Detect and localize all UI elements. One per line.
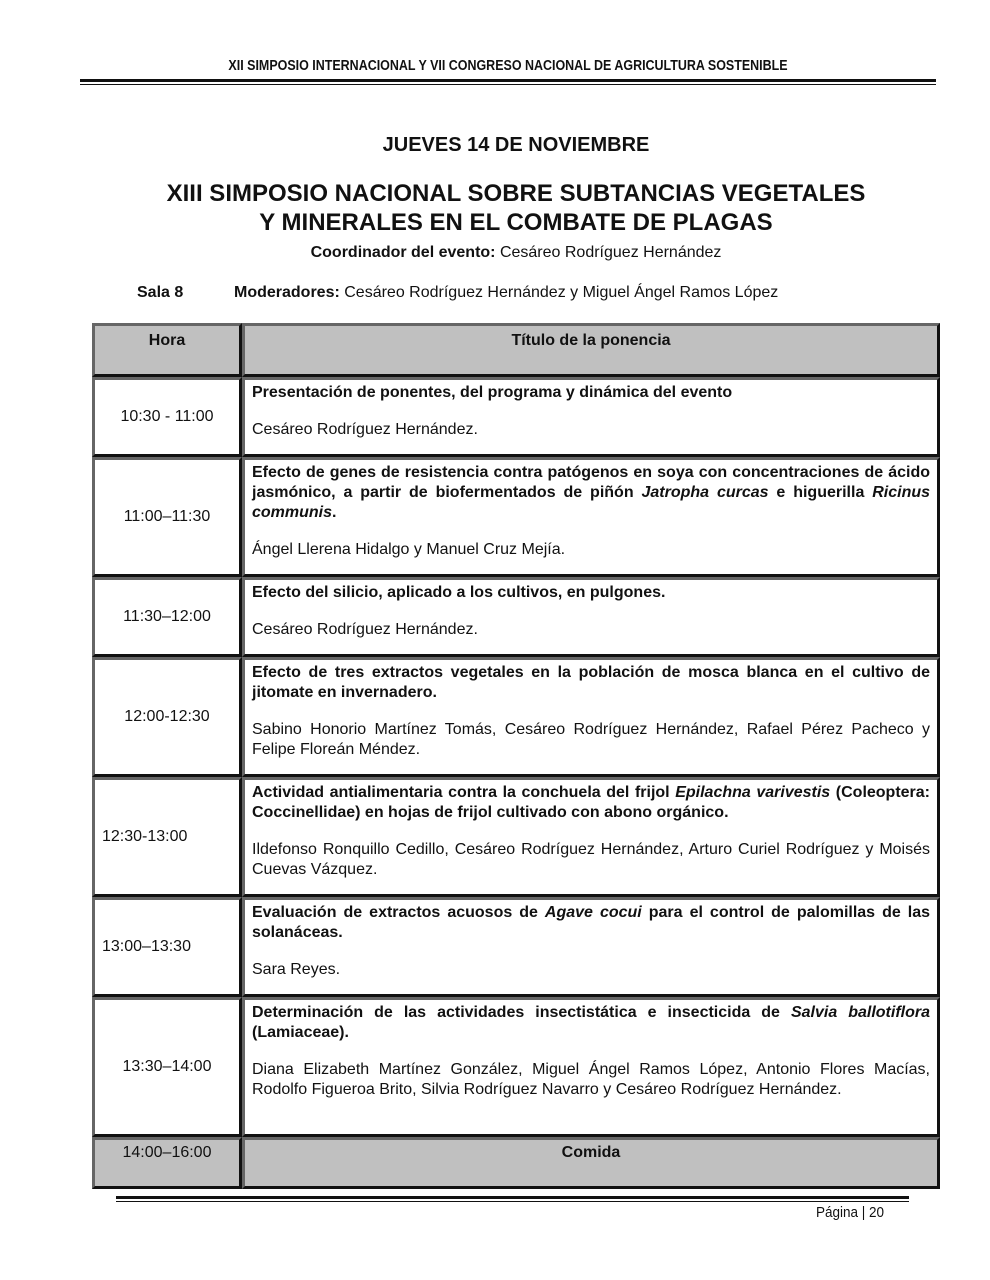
table-row: [92, 657, 940, 777]
page-number: Página | 20: [816, 1204, 885, 1221]
lunch-time: 14:00–16:00: [92, 1137, 242, 1189]
session-time: 11:30–12:00: [92, 577, 242, 657]
session-content: [242, 457, 940, 577]
table-row: [92, 577, 940, 657]
session-content: [242, 657, 940, 777]
session-content: [242, 897, 940, 997]
session-time: 13:00–13:30: [92, 897, 242, 997]
schedule-table: [92, 323, 940, 1189]
header-rule-thin: [80, 84, 936, 85]
header-rule: [80, 79, 936, 82]
talk-title: [252, 583, 930, 603]
talk-authors: Diana Elizabeth Martínez González, Miguel Ángel Ramos López, Antonio Flores Macías, Rodolfo Figueroa Brito, Silvia Rodríguez Navarro y Cesáreo Rodríguez Hernández.: [252, 1061, 930, 1098]
title-text: (Coleoptera: Coccinellidae) en hojas de frijol cultivado con abono orgánico.: [252, 784, 931, 821]
species-name: Ricinus communis: [252, 484, 931, 521]
moderators: [234, 284, 778, 302]
species-name: Epilachna varivestis: [675, 784, 831, 801]
talk-title: [252, 663, 930, 703]
species-name: Salvia ballotiflora: [790, 1004, 931, 1021]
session-content: [242, 577, 940, 657]
talk-authors: Ildefonso Ronquillo Cedillo, Cesáreo Rodríguez Hernández, Arturo Curiel Rodríguez y Moisés Cuevas Vázquez.: [252, 841, 930, 878]
title-text: e higuerilla: [768, 484, 873, 501]
room: Sala 8: [137, 284, 184, 301]
title-text: Presentación de ponentes, del programa y dinámica del evento: [252, 384, 733, 401]
talk-authors: Sara Reyes.: [252, 961, 341, 978]
footer-rule: [116, 1196, 909, 1199]
lunch-label: Comida: [242, 1137, 940, 1189]
symposium-title: [0, 179, 990, 237]
table-row: [92, 997, 940, 1137]
session-time: 10:30 - 11:00: [92, 377, 242, 457]
title-text: Efecto de tres extractos vegetales en la población de mosca blanca en el cultivo de jitomate en invernadero.: [252, 664, 930, 701]
title-text: Actividad antialimentaria contra la conchuela del frijol: [252, 784, 676, 801]
coordinator-name: Cesáreo Rodríguez Hernández: [495, 244, 722, 261]
title-text: .: [332, 504, 337, 521]
title-line-1: XIII SIMPOSIO NACIONAL SOBRE SUBTANCIAS VEGETALES: [166, 180, 866, 207]
table-row: [92, 457, 940, 577]
title-line-2: Y MINERALES EN EL COMBATE DE PLAGAS: [259, 209, 773, 236]
talk-title: [252, 383, 930, 403]
session-content: [242, 377, 940, 457]
moderators-names: Cesáreo Rodríguez Hernández y Miguel Ángel Ramos López: [339, 284, 779, 301]
title-text: Efecto del silicio, aplicado a los cultivos, en pulgones.: [252, 584, 666, 601]
talk-title: [252, 1003, 930, 1043]
table-row: [92, 377, 940, 457]
species-name: Agave cocui: [544, 904, 642, 921]
talk-title: [252, 463, 930, 523]
talk-title: [252, 783, 930, 823]
species-name: Jatropha curcas: [641, 484, 769, 501]
session-time: 12:00-12:30: [92, 657, 242, 777]
title-text: Determinación de las actividades insectistática e insecticida de: [252, 1004, 791, 1021]
table-row: [92, 777, 940, 897]
title-text: Evaluación de extractos acuosos de: [252, 904, 545, 921]
table-header: [92, 323, 940, 377]
talk-title: [252, 903, 930, 943]
header-hora: Hora: [92, 323, 242, 377]
title-text: para el control de palomillas de las solanáceas.: [252, 904, 930, 941]
session-time: 12:30-13:00: [92, 777, 242, 897]
coordinator-label: Coordinador del evento:: [310, 244, 496, 261]
talk-authors: Sabino Honorio Martínez Tomás, Cesáreo Rodríguez Hernández, Rafael Pérez Pacheco y Felipe Floreán Méndez.: [252, 721, 930, 758]
table-row: [92, 897, 940, 997]
footer-rule-thin: [116, 1201, 909, 1202]
session-content: [242, 777, 940, 897]
running-header: XII SIMPOSIO INTERNACIONAL Y VII CONGRESO NACIONAL DE AGRICULTURA SOSTENIBLE: [228, 58, 788, 74]
session-time: 11:00–11:30: [92, 457, 242, 577]
header-titulo: Título de la ponencia: [242, 323, 940, 377]
table-row-lunch: [92, 1137, 940, 1189]
session-time: 13:30–14:00: [92, 997, 242, 1137]
day-heading: JUEVES 14 DE NOVIEMBRE: [382, 134, 650, 156]
title-text: Efecto de genes de resistencia contra patógenos en soya con concentraciones de ácido jasmónico, a partir de biofermentados de piñón: [252, 464, 930, 501]
session-content: [242, 997, 940, 1137]
title-text: (Lamiaceae).: [252, 1024, 349, 1041]
talk-authors: Ángel Llerena Hidalgo y Manuel Cruz Mejía.: [252, 541, 566, 558]
coordinator: [0, 244, 990, 262]
talk-authors: Cesáreo Rodríguez Hernández.: [252, 621, 478, 638]
moderators-label: Moderadores:: [234, 284, 340, 301]
talk-authors: Cesáreo Rodríguez Hernández.: [252, 421, 478, 438]
